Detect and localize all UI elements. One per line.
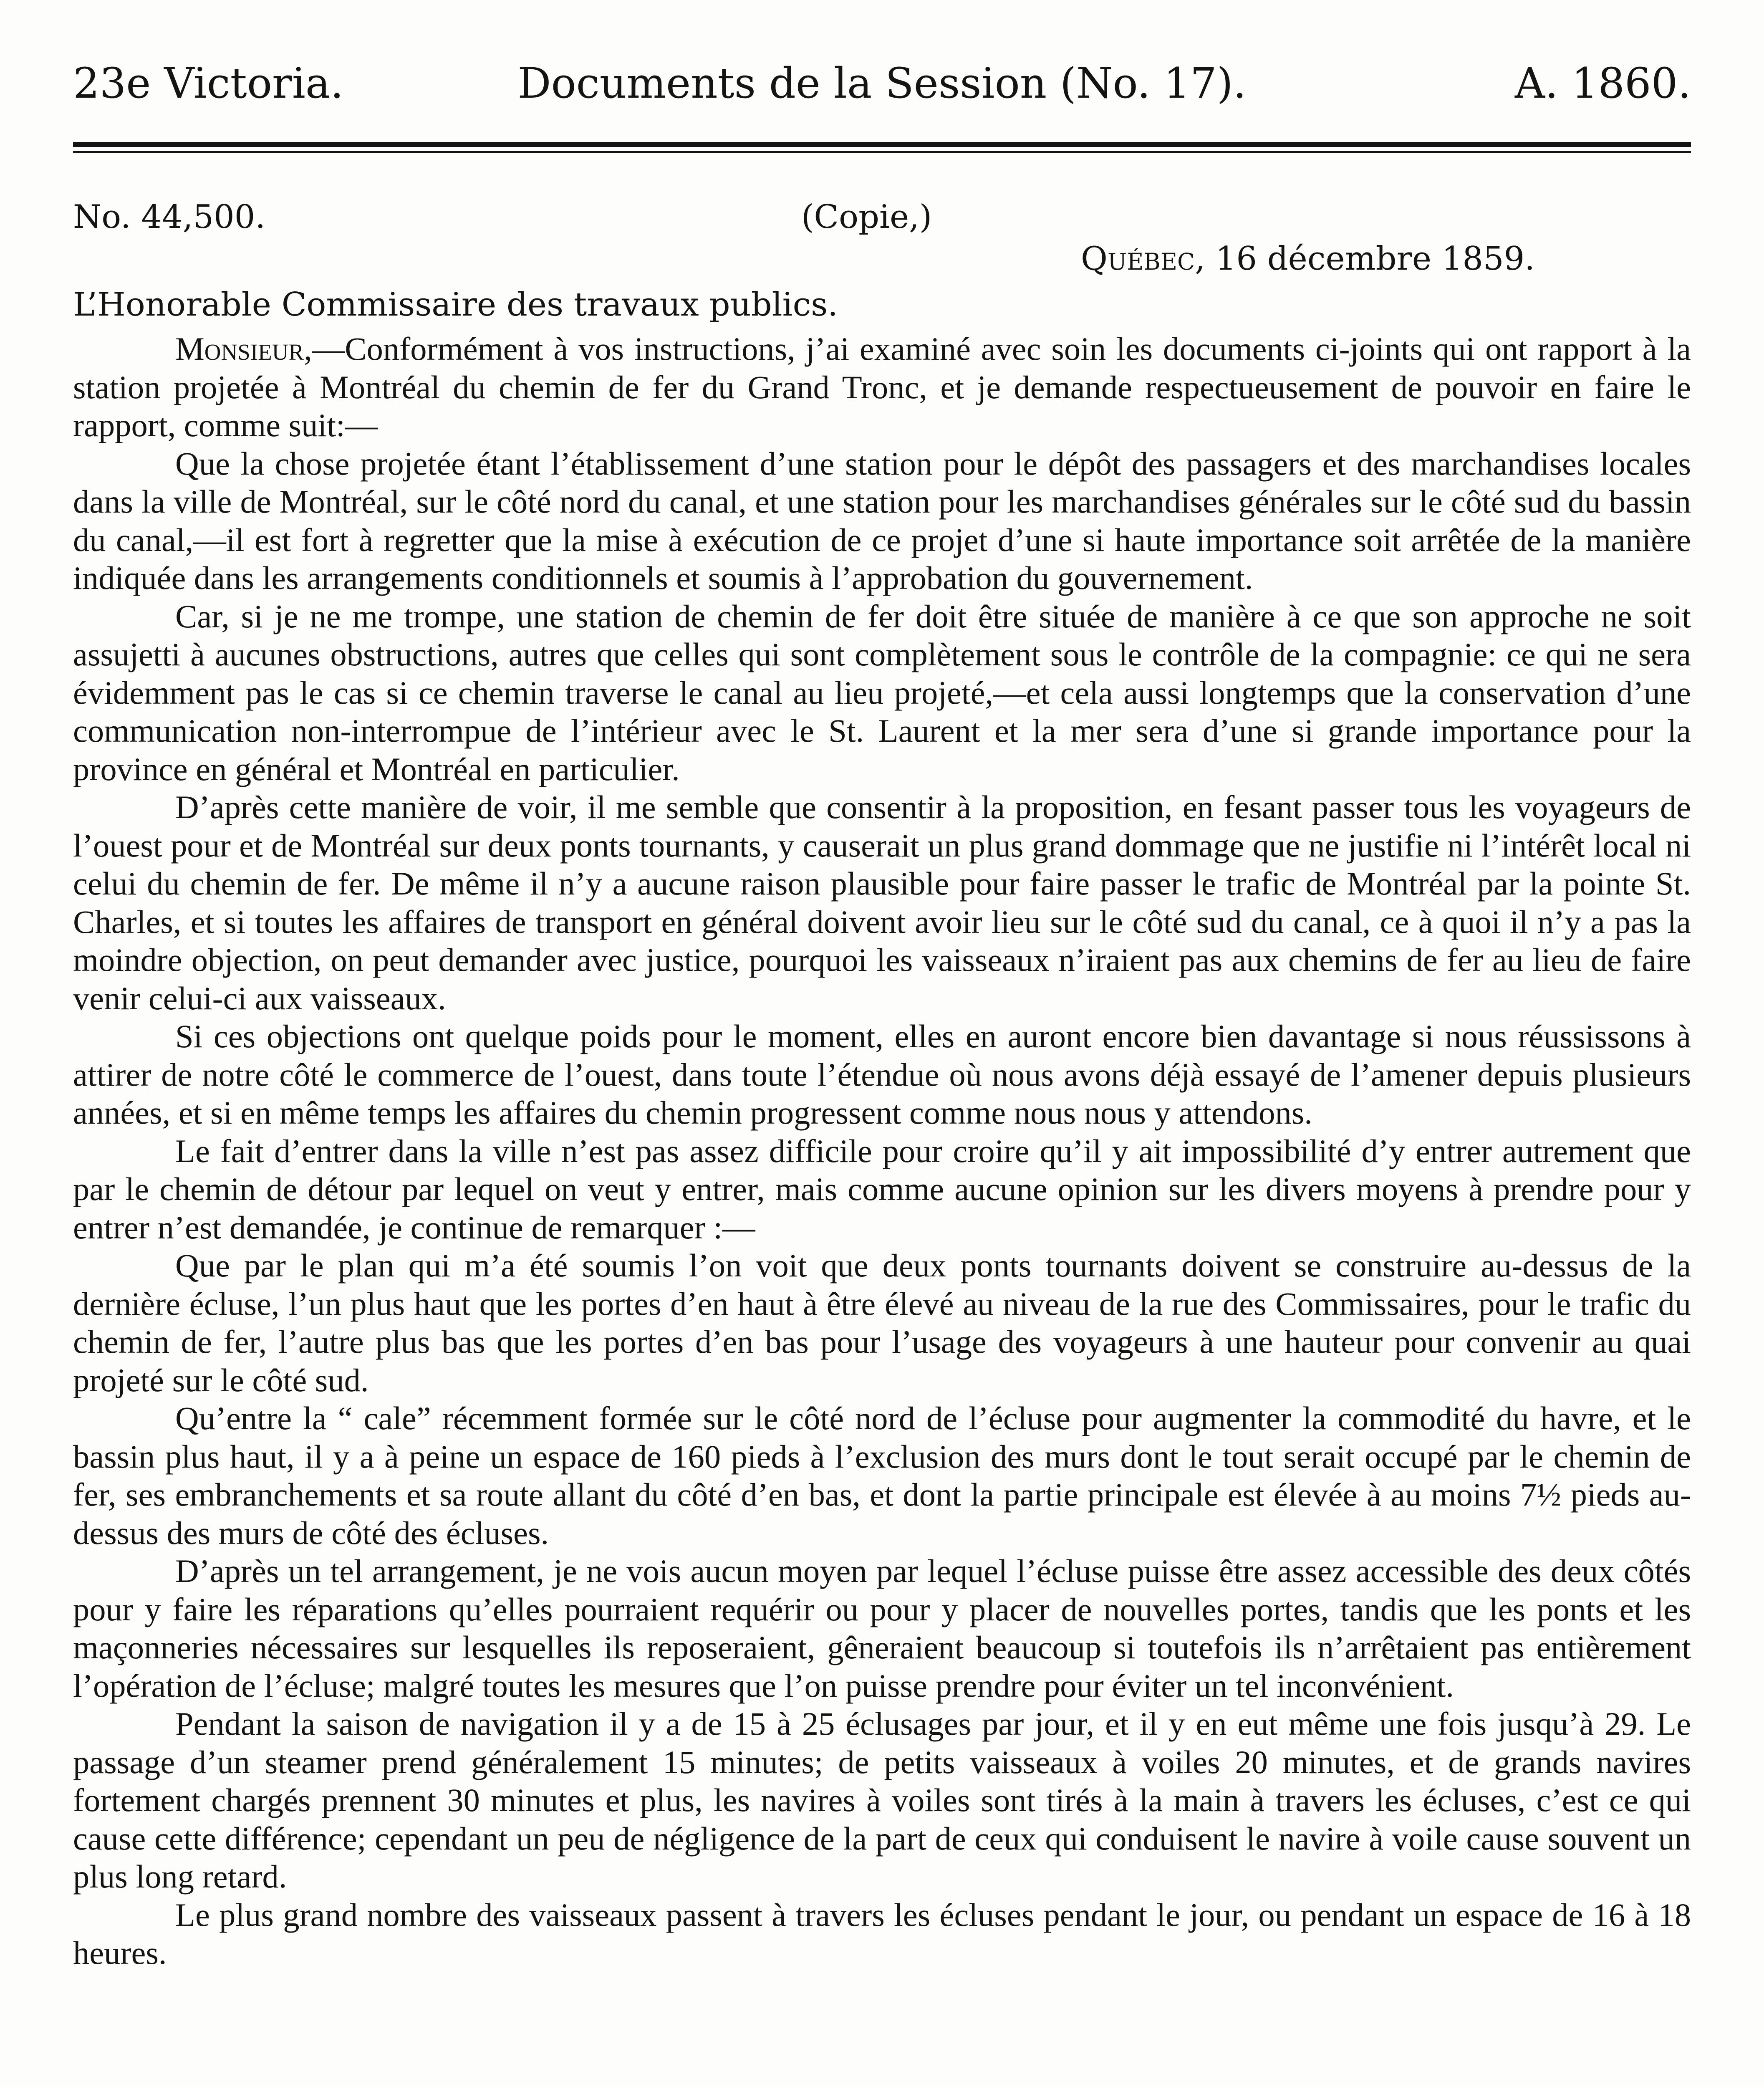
paragraph-10: Pendant la saison de navigation il y a de 15 à 25 éclusages par jour, et il y en eut même une fois jusqu’à 29. Le passage d’un steamer prend généralement 15 minutes; de petits vaisseaux à voiles 20 minutes, et de grands navires fortement chargés prennent 30 minutes et plus, les navires à voiles sont tirés à la main à travers les écluses, c’est ce qui cause cette différence; cependant un peu de négligence de la part de ceux qui conduisent le navire à voile cause souvent un plus long retard. [73,1705,1691,1895]
paragraph-6: Le fait d’entrer dans la ville n’est pas assez difficile pour croire qu’il y ait impossibilité d’y entrer autrement que par le chemin de détour par lequel on veut y entrer, mais comme aucune opinion sur les divers moyens à prendre pour y entrer n’est demandée, je continue de remarquer :— [73,1132,1691,1246]
paragraph-2: Que la chose projetée étant l’établissement d’une station pour le dépôt des passagers et des marchandises locales dans la ville de Montréal, sur le côté nord du canal, et une station pour les marchandises générales sur le côté sud du bassin du canal,—il est fort à regretter que la mise à exécution de ce projet d’une si haute importance soit arrêtée de la manière indiquée dans les arrangements conditionnels et soumis à l’approbation du gouvernement. [73,445,1691,596]
letter-body [73,330,1691,1972]
header-rule [73,142,1691,153]
header-volume: 23e Victoria. [73,59,344,108]
paragraph-text: —Conformément à vos instructions, j’ai examiné avec soin les documents ci-joints qui ont rapport à la station projetée à Montréal du chemin de fer du Grand Tronc, et je demande respectueusement de pouvoir en faire le rapport, comme suit:— [73,331,1691,443]
addressee: L’Honorable Commissaire des travaux publics. [73,286,838,323]
paragraph-5: Si ces objections ont quelque poids pour le moment, elles en auront encore bien davantage si nous réussissons à attirer de notre côté le commerce de l’ouest, dans toute l’étendue où nous avons déjà essayé de l’amener depuis plusieurs années, et si en même temps les affaires du chemin progressent comme nous nous y attendons. [73,1018,1691,1131]
paragraph-9: D’après un tel arrangement, je ne vois aucun moyen par lequel l’écluse puisse être assez accessible des deux côtés pour y faire les réparations qu’elles pourraient requérir ou pour y placer de nouvelles portes, tandis que les ponts et les maçonneries nécessaires sur lesquelles ils reposeraient, gêneraient beaucoup si toutefois ils n’arrêtaient pas entièrement l’opération de l’écluse; malgré toutes les mesures que l’on puisse prendre pour éviter un tel inconvénient. [73,1553,1691,1704]
dateline-date: 16 décembre 1859. [1215,240,1535,278]
header-title: Documents de la Session (No. 17). [517,59,1247,108]
paragraph-11: Le plus grand nombre des vaisseaux passent à travers les écluses pendant le jour, ou pendant un espace de 16 à 18 heures. [73,1896,1691,1971]
paragraph-4: D’après cette manière de voir, il me semble que consentir à la proposition, en fesant passer tous les voyageurs de l’ouest pour et de Montréal sur deux ponts tournants, y causerait un plus grand dommage que ne justifie ni l’intérêt local ni celui du chemin de fer. De même il n’y a aucune raison plausible pour faire passer le trafic de Montréal par la pointe St. Charles, et si toutes les affaires de transport en général doivent avoir lieu sur le côté sud du canal, ce à quoi il n’y a pas la moindre objection, on peut demander avec justice, pourquoi les vaisseaux n’iraient pas aux chemins de fer au lieu de faire venir celui-ci aux vaisseaux. [73,789,1691,1016]
paragraph-7: Que par le plan qui m’a été soumis l’on voit que deux ponts tournants doivent se construire au-dessus de la dernière écluse, l’un plus haut que les portes d’en haut à être élevé au niveau de la rue des Commissaires, pour le trafic du chemin de fer, l’autre plus bas que les portes d’en bas pour l’usage des voyageurs à une hauteur pour convenir au quai projeté sur le côté sud. [73,1247,1691,1398]
header-year: A. 1860. [1514,59,1691,108]
copy-note: (Copie,) [801,198,932,236]
paragraph-8: Qu’entre la “ cale” récemment formée sur le côté nord de l’écluse pour augmenter la commodité du havre, et le bassin plus haut, il y a à peine un espace de 160 pieds à l’exclusion des murs dont le tout serait occupé par le chemin de fer, ses embranchements et sa route allant du côté d’en bas, et dont la partie principale est élevée à au moins 7½ pieds au-dessus des murs de côté des écluses. [73,1400,1691,1551]
paragraph-3: Car, si je ne me trompe, une station de chemin de fer doit être située de manière à ce que son approche ne soit assujetti à aucunes obstructions, autres que celles qui sont complètement sous le contrôle de la compagnie: ce qui ne sera évidemment pas le cas si ce chemin traverse le canal au lieu projeté,—et cela aussi longtemps que la conservation d’une communication non-interrompue de l’intérieur avec le St. Laurent et la mer sera d’une si grande importance pour la province en général et Montréal en particulier. [73,598,1691,787]
document-number: No. 44,500. [73,198,266,236]
dateline [1081,238,1535,280]
paragraph-1 [73,330,1691,445]
salutation: Monsieur, [175,331,312,367]
dateline-place: Québec, [1081,240,1205,278]
running-header [73,50,1691,117]
